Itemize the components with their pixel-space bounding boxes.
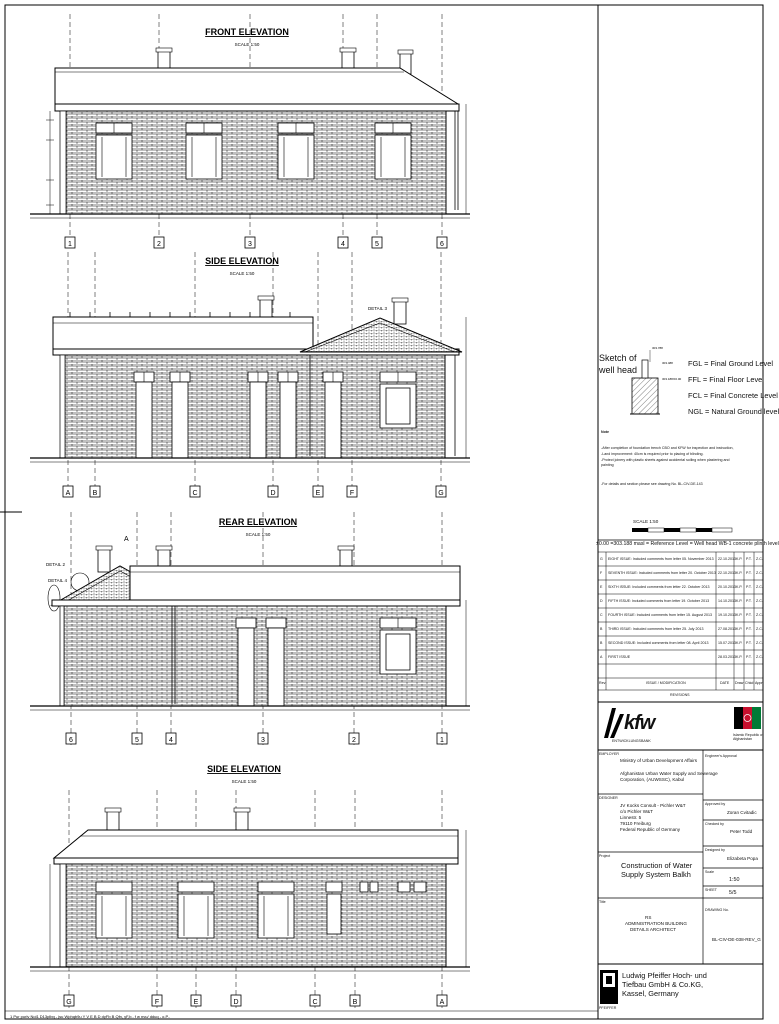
rear-elevation: [30, 512, 470, 745]
scale-value: 1:50: [729, 877, 740, 883]
legend-ngl: NGL = Natural Ground level: [688, 407, 779, 416]
revision-cell-text: SECOND ISSUE: Included comments from letter 08. April 2013: [608, 641, 709, 645]
revision-cell-b: P.T.: [746, 655, 752, 659]
svg-text:G: G: [438, 490, 444, 497]
revision-cell-date: 19.10.2013: [718, 613, 736, 617]
revision-cell-text: SIXTH ISSUE: Included comments from letter 22. October 2013: [608, 585, 710, 589]
svg-text:4: 4: [341, 241, 345, 248]
kfw-logo-subtext: ENTWICKLUNGSBANK: [612, 739, 651, 743]
sheet-label: SHEET: [705, 888, 717, 892]
revision-cell-a: K.P.: [736, 557, 743, 561]
svg-text:A: A: [439, 999, 445, 1006]
revision-cell-c: Z.C.: [756, 599, 763, 603]
revision-cell-rev: C: [600, 613, 603, 617]
designer-line-3: Linnestr. 5: [620, 815, 642, 820]
notes-label: Note: [601, 430, 609, 434]
revision-cell-b: P.T.: [746, 571, 752, 575]
revision-cell-text: FIFTH ISSUE: Included comments from letter 19. October 2013: [608, 599, 710, 603]
legend-ffl: FFL = Final Floor Level: [688, 375, 764, 384]
svg-text:F: F: [349, 490, 355, 497]
note-1: -After completion of foundation trench CBO and KFW for inspection and instruction,: [601, 446, 734, 450]
scale-label: Scale: [705, 870, 714, 874]
revision-cell-date: 22.10.2013: [718, 557, 736, 561]
employer-line-3: Afghanistan Urban Water Supply and Sewerage: [620, 771, 718, 776]
svg-text:DETAIL 4: DETAIL 4: [48, 578, 68, 583]
designed-label: Designed by: [705, 848, 725, 852]
svg-text:5: 5: [375, 241, 379, 248]
svg-text:1: 1: [68, 241, 72, 248]
side-1-detail-label: DETAIL 3: [368, 306, 388, 311]
revision-cell-c: Z.C.: [756, 571, 763, 575]
svg-text:G: G: [66, 999, 72, 1006]
designer-line-1: JV Kocks Consult - Pichler W&T: [620, 803, 686, 808]
svg-text:E: E: [193, 999, 199, 1006]
approved-label: Approved by: [705, 802, 726, 806]
revision-cell-c: Z.C.: [756, 627, 763, 631]
title-line-2: ADMINISTRATION BUILDING: [625, 921, 687, 926]
revision-cell-b: P.T.: [746, 585, 752, 589]
engineer-approval-label: Engineer's Approval: [705, 754, 737, 758]
title-line-1: RS: [645, 915, 652, 920]
front-elevation-scale: SCALE 1:50: [234, 42, 260, 47]
svg-text:B: B: [352, 999, 358, 1006]
drawing-no-value: BL-CIV-DE-038-REV_G: [712, 937, 761, 942]
rev-header-chkd: Chkd: [745, 681, 754, 685]
svg-text:3: 3: [248, 241, 252, 248]
revision-cell-b: P.T.: [746, 557, 752, 561]
project-line-1: Construction of Water: [621, 861, 693, 870]
footer-text: 1 Pur purlv Nol1 D13plbg - jsu Wphqb9u Y V E B D dyFb B Qfn, yF,b.. f w nvu/ dduq - o.P..: [10, 1014, 170, 1019]
revision-cell-rev: B: [600, 641, 603, 645]
svg-text:303.788: 303.788: [652, 346, 663, 350]
svg-text:A: A: [65, 490, 71, 497]
svg-text:E: E: [315, 490, 321, 497]
side-elevation-2: [30, 764, 470, 1008]
svg-text:3: 3: [261, 737, 265, 744]
employer-line-4: Corporation, (AUWSSC), Kabul: [620, 777, 685, 782]
revision-cell-b: P.T.: [746, 641, 752, 645]
designer-line-4: 79110 Freiburg: [620, 821, 651, 826]
side-elevation-1: [30, 252, 470, 497]
designer-line-2: c/o Pichler W&T: [620, 809, 653, 814]
front-elevation-title: FRONT ELEVATION: [205, 27, 289, 37]
revision-cell-b: P.T.: [746, 613, 752, 617]
svg-text:303.188/±0.00: 303.188/±0.00: [662, 377, 682, 381]
rev-header-date: DATE: [720, 681, 730, 685]
revisions-caption: REVISIONS: [670, 693, 690, 697]
svg-text:1: 1: [440, 737, 444, 744]
title-label: Title: [599, 900, 606, 904]
revision-cell-date: 20.10.2013: [718, 585, 736, 589]
rev-header-appr: Appr: [755, 681, 763, 685]
svg-text:D: D: [270, 490, 276, 497]
note-3: -Protect joinery with plastic sheets against accidental soiling when plastering and: [601, 458, 730, 462]
revision-cell-b: P.T.: [746, 599, 752, 603]
svg-text:2: 2: [352, 737, 356, 744]
revision-cell-date: 27.08.2013: [718, 627, 736, 631]
revision-cell-rev: F: [600, 571, 603, 575]
svg-text:C: C: [192, 490, 198, 497]
legend-fcl: FCL = Final Concrete Level: [688, 391, 778, 400]
revision-cell-a: K.P.: [736, 571, 743, 575]
svg-text:DETAIL 2: DETAIL 2: [46, 562, 66, 567]
flag-caption: Islamic Republic of Afghanistan: [733, 733, 764, 742]
revision-cell-c: Z.C.: [756, 585, 763, 589]
revision-cell-c: Z.C.: [756, 557, 763, 561]
revision-cell-a: K.P.: [736, 585, 743, 589]
revision-cell-text: EIGHT ISSUE: Included comments from letter 05. November 2013: [608, 557, 714, 561]
reference-level-note: ±0.00 =303.188 masl = Reference Level = Well head WB-1 concrete plinth level: [596, 541, 779, 547]
revision-cell-a: K.P.: [736, 613, 743, 617]
revision-cell-rev: B: [600, 627, 603, 631]
revision-cell-c: Z.C.: [756, 641, 763, 645]
svg-text:4: 4: [169, 737, 173, 744]
designed-value: Elizabeta Popa: [727, 856, 758, 861]
revision-cell-text: THIRD ISSUE: Included comments from letter 25. July 2013: [608, 627, 704, 631]
revision-cell-c: Z.C.: [756, 655, 763, 659]
svg-text:303.488: 303.488: [662, 361, 673, 365]
revision-cell-text: FIRST ISSUE: [608, 655, 631, 659]
scale-bar: [632, 528, 732, 532]
side-elevation-1-scale: SCALE 1:50: [229, 271, 255, 276]
approved-value: Zoran Cvitadic: [727, 810, 757, 815]
revision-cell-date: 22.10.2013: [718, 571, 736, 575]
svg-text:2: 2: [157, 241, 161, 248]
svg-text:F: F: [154, 999, 160, 1006]
project-label: Project: [599, 854, 611, 858]
sketch-title-line1: Sketch of: [599, 353, 637, 363]
revision-cell-a: K.P.: [736, 599, 743, 603]
rear-elevation-title: REAR ELEVATION: [218, 517, 298, 527]
project-line-2: Supply System Balkh: [621, 870, 691, 879]
revision-cell-date: 15.07.2013: [718, 641, 736, 645]
revision-cell-c: Z.C.: [756, 613, 763, 617]
rev-header-text: ISSUE / MODIFICATION: [646, 681, 686, 685]
checked-label: Checked by: [705, 822, 724, 826]
svg-text:6: 6: [69, 737, 73, 744]
designer-label: DESIGNER: [599, 796, 618, 800]
revision-cell-rev: D: [600, 599, 603, 603]
afghanistan-flag: [734, 707, 761, 729]
well-head-sketch: [630, 346, 681, 414]
employer-label: EMPLOYER: [599, 752, 619, 756]
side-elevation-2-title: SIDE ELEVATION: [207, 764, 281, 774]
company-logo-text: PFEIFFER: [599, 1006, 617, 1010]
legend-fgl: FGL = Final Ground Level: [688, 359, 773, 368]
revision-cell-rev: A: [600, 655, 603, 659]
revision-cell-a: K.P.: [736, 627, 743, 631]
front-elevation: [30, 14, 470, 248]
revision-cell-b: P.T.: [746, 627, 752, 631]
sheet-value: 5/5: [729, 890, 737, 896]
title-line-3: DETAILS ARCHITECT: [630, 927, 677, 932]
note-4: painting: [601, 463, 614, 467]
revision-cell-a: K.P.: [736, 641, 743, 645]
note-2: -Land improvement: 40cm is required prior to placing of blinding.: [601, 452, 704, 456]
svg-text:B: B: [92, 490, 98, 497]
revision-cell-text: SEVENTH ISSUE: Included comments from letter 20. October 2013: [608, 571, 716, 575]
scale-bar-label: SCALE 1:50: [633, 519, 659, 524]
sketch-title-line2: well head: [599, 365, 638, 375]
revision-cell-date: 14.10.2013: [718, 599, 736, 603]
revision-cell-rev: E: [600, 585, 603, 589]
designer-line-5: Federal Republic of Germany: [620, 827, 681, 832]
front-axis-markers: [65, 237, 447, 248]
pfeiffer-logo: [600, 970, 618, 1004]
rev-header-rev: Rev.: [599, 681, 607, 685]
svg-text:5: 5: [135, 737, 139, 744]
company-line-1: Ludwig Pfeiffer Hoch- und: [622, 971, 707, 980]
rev-header-draw: Draw: [735, 681, 744, 685]
rear-elevation-scale: SCALE 1:50: [245, 532, 271, 537]
side-elevation-1-title: SIDE ELEVATION: [205, 256, 279, 266]
employer-line-1: Ministry of Urban Development Affairs: [620, 758, 698, 763]
svg-text:6: 6: [440, 241, 444, 248]
svg-text:C: C: [312, 999, 318, 1006]
kfw-logo: [604, 708, 624, 738]
revision-cell-text: FOURTH ISSUE: Included comments from letter 15. August 2013: [608, 613, 712, 617]
revision-cell-rev: G: [600, 557, 603, 561]
company-line-3: Kassel, Germany: [622, 989, 679, 998]
note-5: -For details and section please see drawing No. BL-CIV-DE-143: [601, 482, 703, 486]
rear-section-mark: A: [124, 536, 129, 543]
drawing-no-label: DRAWING No.: [705, 908, 729, 912]
revision-cell-date: 28.03.2013: [718, 655, 736, 659]
kfw-logo-text: kfw: [624, 712, 655, 734]
checked-value: Peter Todd: [730, 829, 753, 834]
revision-cell-a: K.P.: [736, 655, 743, 659]
svg-text:D: D: [233, 999, 239, 1006]
company-line-2: Tiefbau GmbH & Co.KG,: [622, 980, 704, 989]
side-elevation-2-scale: SCALE 1:50: [231, 779, 257, 784]
